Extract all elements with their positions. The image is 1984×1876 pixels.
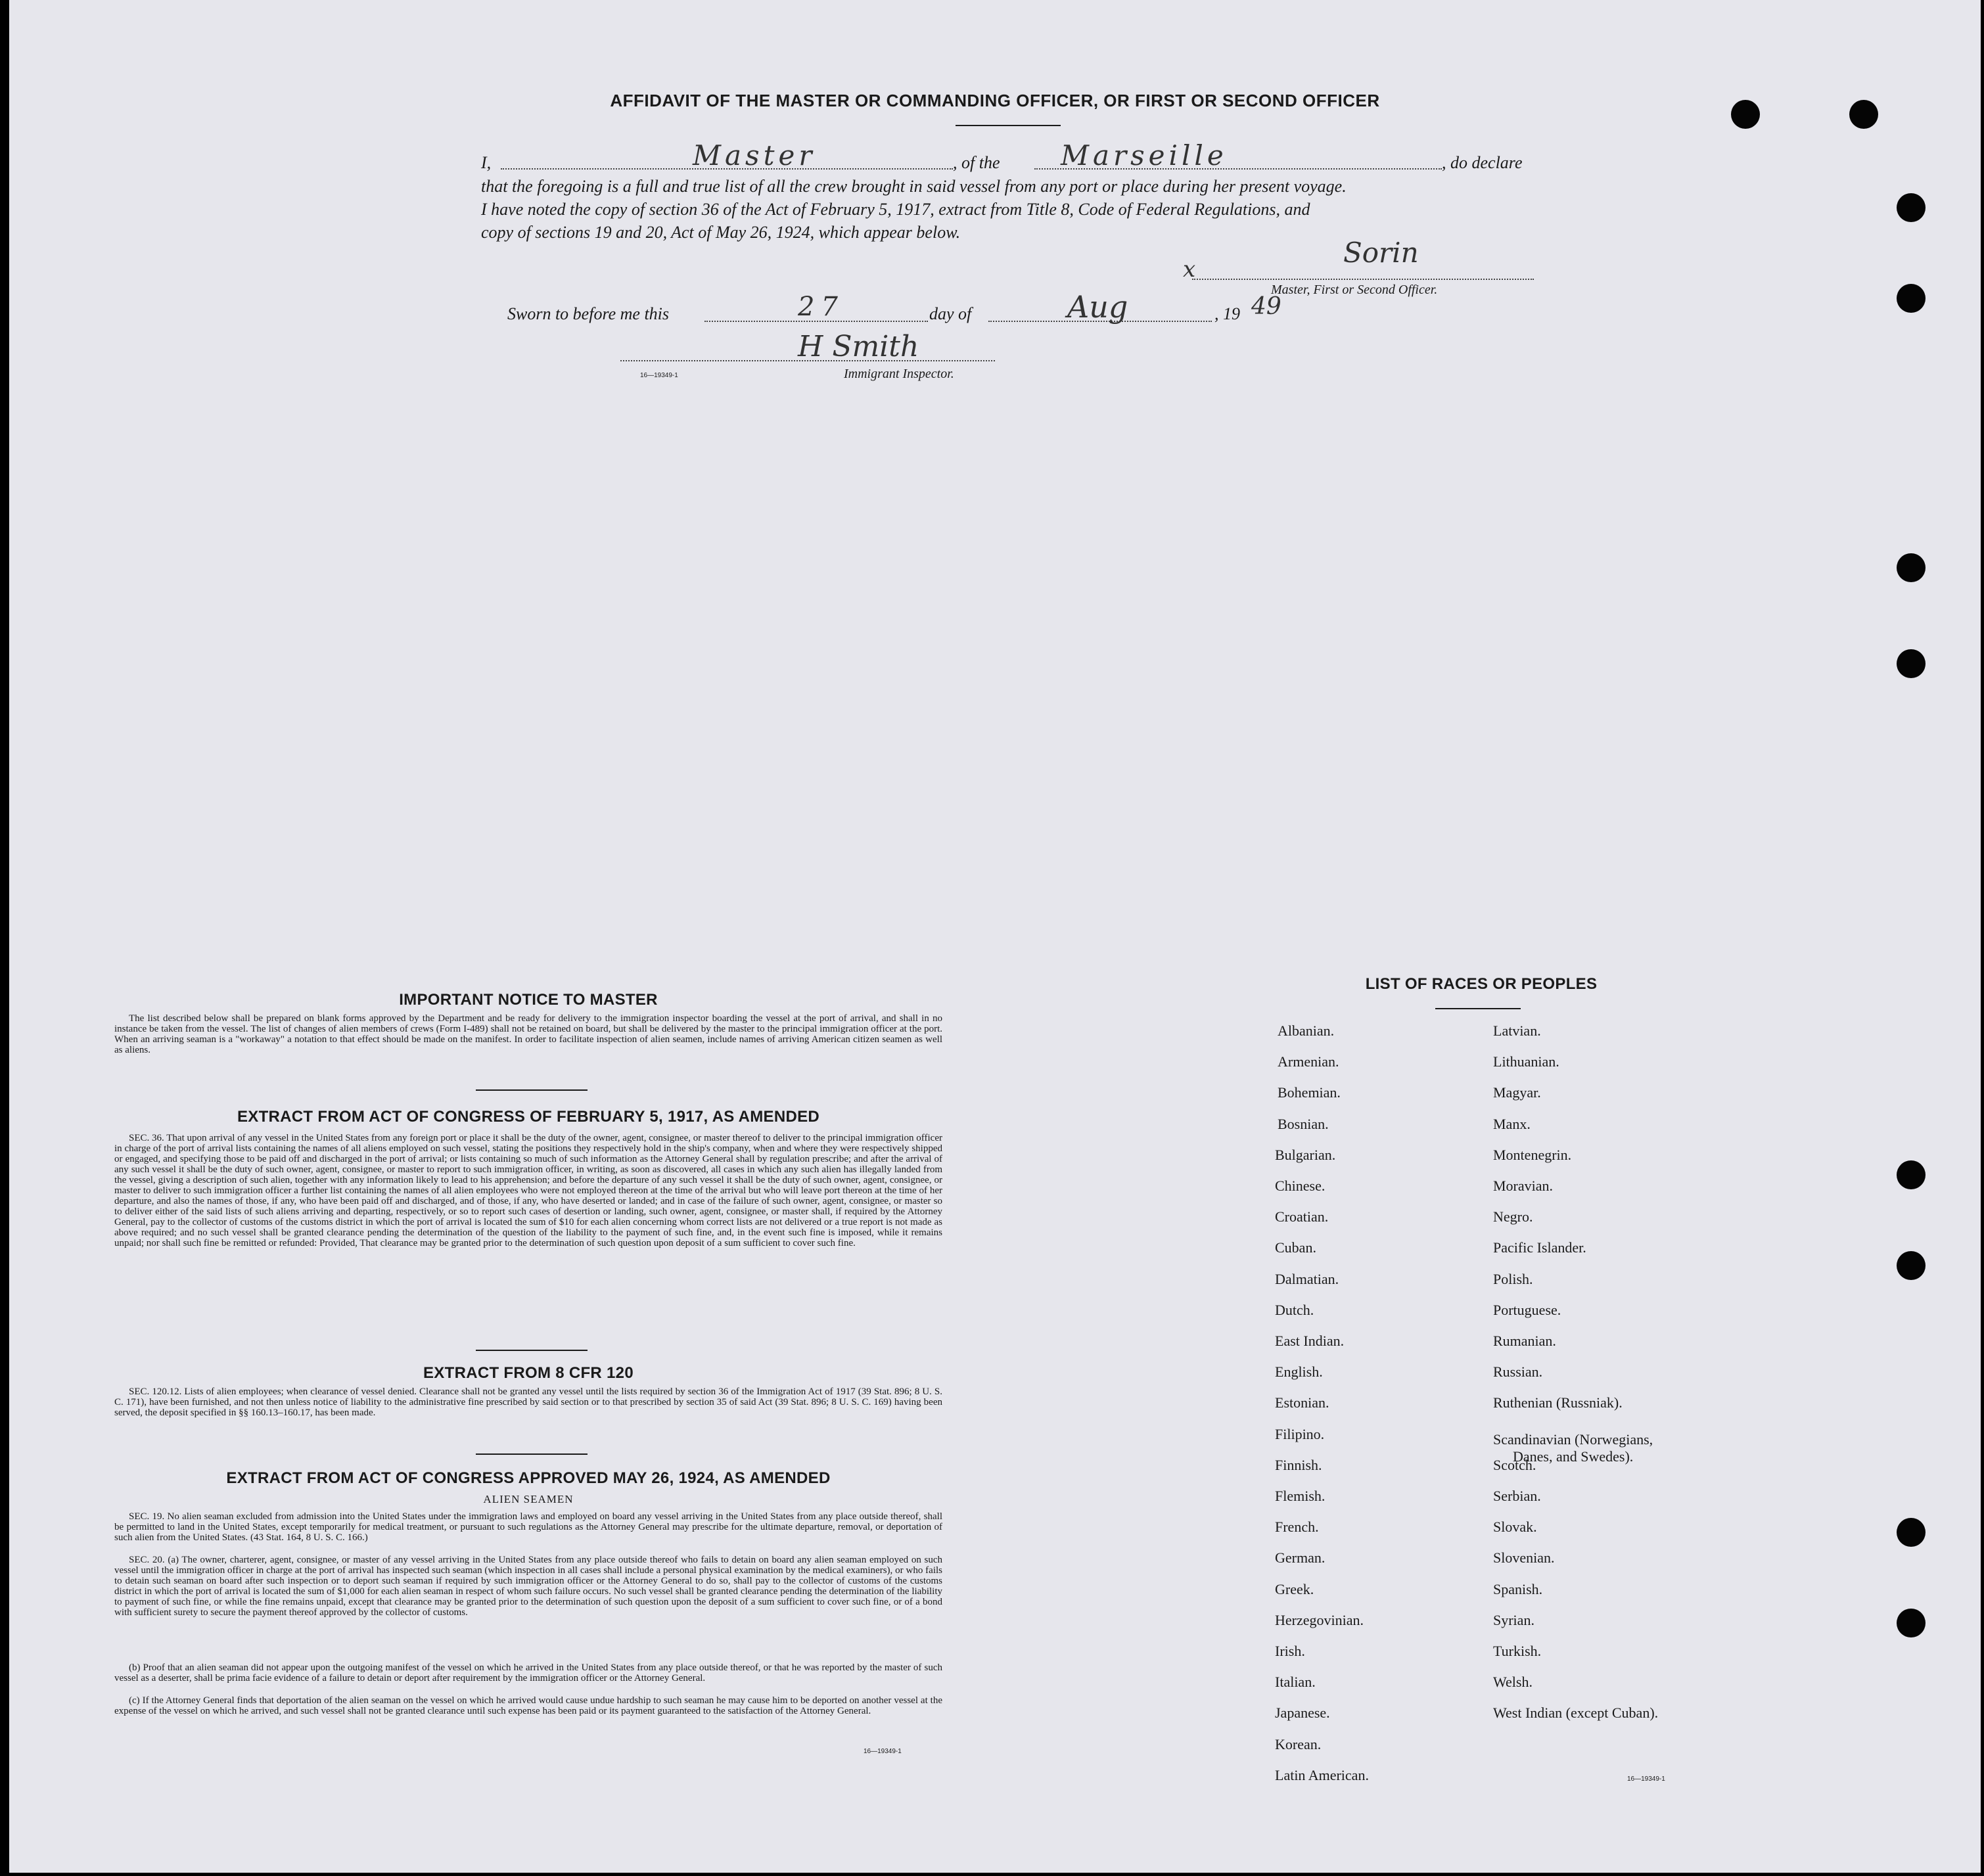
race-item: Lithuanian.	[1493, 1053, 1559, 1070]
affidavit-do-declare: , do declare	[1442, 153, 1523, 172]
race-item: Russian.	[1493, 1363, 1543, 1381]
master-signature[interactable]: Sorin	[1343, 237, 1419, 269]
punch-hole	[1897, 193, 1926, 222]
notice-title: IMPORTANT NOTICE TO MASTER	[399, 991, 658, 1009]
race-item: Flemish.	[1275, 1488, 1326, 1504]
document-page	[9, 0, 1981, 1873]
race-item: Polish.	[1493, 1270, 1533, 1287]
race-item: Manx.	[1493, 1115, 1531, 1132]
form-number: 16—19349-1	[640, 372, 678, 379]
race-item: Latin American.	[1275, 1766, 1369, 1783]
race-item: Filipino.	[1275, 1425, 1325, 1442]
sec-19-text: SEC. 19. No alien seaman excluded from admission into the United States under the immigration laws and employed on board any vessel arriving in the United States from any place outside thereof, shall be permitted to land in the United States, except temporarily for medical treatment, or pursuant to such regulations as the Attorney General may prescribe for the ultimate departure, removal, or deportation of such alien from the United States. (43 Stat. 164, 8 U. S. C. 166.)	[114, 1511, 942, 1543]
race-item: Chinese.	[1275, 1178, 1326, 1194]
sec-20a-text: SEC. 20. (a) The owner, charterer, agent, consignee, or master of any vessel arriving in the United States from any place outside thereof who fails to detain on board any alien seaman employed on such vessel until the immigration officer in charge at the port of arrival has inspected such seaman (which inspection in all cases shall include a personal physical examination by the medical examiners), or who fails to detain such seaman on board after such inspection or to deport such seaman if required by such immigration officer or the Attorney General to do so, shall pay to the collector of customs of the customs district in which the port of arrival is located the sum of $1,000 for each alien seaman in respect of whom such failure occurs. No such vessel shall be granted clearance pending the determination of the liability to payment of such fine, or while the fine remains unpaid, except that clearance may be granted prior to the determination of such question upon the deposit of a sum sufficient to cover such fine, or of a bond with sufficient surety to secure the payment thereof approved by the collector of customs.	[114, 1555, 942, 1618]
affidavit-i: I,	[481, 153, 492, 172]
race-item: French.	[1275, 1519, 1319, 1536]
race-item: Estonian.	[1275, 1394, 1329, 1411]
race-item: Turkish.	[1493, 1643, 1542, 1659]
punch-hole	[1897, 649, 1926, 678]
inspector-signature[interactable]: H Smith	[798, 330, 919, 363]
section-rule	[476, 1453, 588, 1455]
races-title: LIST OF RACES OR PEOPLES	[1365, 975, 1598, 993]
race-item: Montenegrin.	[1493, 1146, 1572, 1163]
race-item: Slovak.	[1493, 1519, 1537, 1536]
sec-20b-text: (b) Proof that an alien seaman did not appear upon the outgoing manifest of the vessel on which he arrived in the United States from any place outside thereof, or that he was reported by the master of such vessel as a deserter, shall be prima facie evidence of a failure to detain or deport after requirement by the immigration officer or the Attorney General.	[114, 1662, 942, 1683]
race-item: Greek.	[1275, 1580, 1314, 1597]
races-right-column	[1487, 1022, 1776, 1791]
title-rule	[956, 125, 1061, 126]
sworn-text: Sworn to before me this	[507, 304, 670, 323]
races-left-column	[1266, 1022, 1483, 1791]
section-rule	[476, 1350, 588, 1351]
race-item: Croatian.	[1275, 1208, 1329, 1225]
race-item: Herzegovinian.	[1275, 1611, 1364, 1628]
extract-1917-body: SEC. 36. That upon arrival of any vessel in the United States from any foreign port or place it shall be the duty of the owner, agent, consignee, or master thereof to deliver to the principal immigration officer in charge of the port of arrival lists containing the names of all aliens employed on such vessel, stating the positions they respectively hold in the ship's company, when and where they were respectively shipped or engaged, and specifying those to be paid off and discharged in the port of arrival; or lists containing so much of such information as the Attorney General shall by regulation prescribe; and after the arrival of any such vessel it shall be the duty of such owner, agent, consignee, or master to report to such immigration officer, in writing, as soon as discovered, all cases in which any such alien has illegally landed from the vessel, giving a description of such alien, together with any information likely to lead to his apprehension; and before the departure of any such vessel it shall be the duty of such owner, agent, consignee, or master to deliver to such immigration officer a further list containing the names of all alien employees who were not employed thereon at the time of the arrival but who will leave port thereon at the time of her departure, and also the names of those, if any, who have been paid off and discharged, and of those, if any, who have deserted or landed; and in case of the failure of such owner, agent, consignee, or master so to deliver either of the said lists of such aliens arriving and departing, respectively, or so to report such cases of desertion or landing, such owner, agent, consignee, or master shall, if required by the Attorney General, pay to the collector of customs of the customs district in which the port of arrival is located the sum of $10 for each alien concerning whom correct lists are not delivered or a true report is not made as above required; and no such vessel shall be granted clearance pending the determination of the question of the liability to the payment of such fine, and, in the event such fine is imposed, while it remains unpaid; nor shall such fine be remitted or refunded: Provided, That clearance may be granted prior to the determination of such question upon deposit of a sum sufficient to cover such fine.	[114, 1133, 942, 1248]
race-item: Armenian.	[1278, 1053, 1339, 1070]
race-item: Latvian.	[1493, 1022, 1541, 1039]
race-item: Scandinavian (Norwegians,	[1493, 1430, 1653, 1448]
race-item: Japanese.	[1275, 1704, 1330, 1722]
month-field[interactable]: Aug	[1067, 289, 1128, 325]
master-field[interactable]: Master	[693, 139, 816, 172]
race-item: Syrian.	[1493, 1611, 1534, 1628]
vessel-field[interactable]: Marseille	[1061, 139, 1228, 172]
race-item: Finnish.	[1275, 1456, 1322, 1473]
race-item: Bohemian.	[1278, 1084, 1341, 1101]
inspector-caption: Immigrant Inspector.	[844, 367, 954, 381]
race-item: Italian.	[1275, 1674, 1316, 1691]
race-item: Slovenian.	[1493, 1549, 1555, 1567]
race-item: Albanian.	[1278, 1022, 1335, 1039]
race-item: Scotch.	[1493, 1456, 1536, 1473]
affidavit-of-the: , of the	[953, 153, 1000, 172]
race-item: Dalmatian.	[1275, 1270, 1339, 1287]
punch-hole	[1897, 1609, 1926, 1637]
race-item: Moravian.	[1493, 1178, 1554, 1194]
form-number: 16—19349-1	[1627, 1775, 1665, 1783]
race-item: Korean.	[1275, 1735, 1322, 1752]
punch-hole	[1897, 1251, 1926, 1280]
sec-20c-text: (c) If the Attorney General finds that deportation of the alien seaman on the vessel on which he arrived would cause undue hardship to such seaman he may cause him to be deported on another vessel at the expense of the vessel on which he arrived, and such vessel shall not be granted clearance until such expense has been paid or its payment guaranteed to the satisfaction of the Attorney General.	[114, 1695, 942, 1716]
race-item: Portuguese.	[1493, 1301, 1561, 1318]
punch-hole	[1897, 1518, 1926, 1547]
race-item: Pacific Islander.	[1493, 1239, 1586, 1256]
notice-body: The list described below shall be prepared on blank forms approved by the Department and be ready for delivery to the immigration inspector boarding the vessel at the port of arrival, and shall in no instance be taken from the vessel. The list of changes of alien members of crews (Form I-489) shall not be retained on board, but shall be delivered by the master to the principal immigration officer at the port. When an arriving seaman is a "workaway" a notation to that effect should be made on the manifest. In order to facilitate inspection of alien seamen, include names of arriving American citizen seamen as well as aliens.	[114, 1013, 942, 1055]
year-field[interactable]: 49	[1251, 293, 1281, 320]
punch-hole	[1897, 553, 1926, 582]
race-item: Irish.	[1275, 1643, 1305, 1659]
race-item: West Indian (except Cuban).	[1493, 1704, 1659, 1722]
extract-1917-title: EXTRACT FROM ACT OF CONGRESS OF FEBRUARY 5, 1917, AS AMENDED	[237, 1108, 820, 1126]
races-rule	[1435, 1008, 1521, 1009]
race-item: English.	[1275, 1363, 1323, 1381]
affidavit-line-4: copy of sections 19 and 20, Act of May 26, 1924, which appear below.	[481, 223, 961, 242]
race-item: Bulgarian.	[1275, 1146, 1336, 1163]
race-item: Danes, and Swedes).	[1513, 1448, 1634, 1465]
extract-1924-title: EXTRACT FROM ACT OF CONGRESS APPROVED MAY 26, 1924, AS AMENDED	[226, 1469, 831, 1487]
form-number: 16—19349-1	[864, 1748, 902, 1755]
page-title: AFFIDAVIT OF THE MASTER OR COMMANDING OFFICER, OR FIRST OR SECOND OFFICER	[610, 91, 1380, 110]
race-item: Ruthenian (Russniak).	[1493, 1394, 1623, 1411]
race-item: Magyar.	[1493, 1084, 1541, 1101]
race-item: Welsh.	[1493, 1674, 1533, 1691]
race-item: Dutch.	[1275, 1301, 1314, 1318]
extract-cfr-title: EXTRACT FROM 8 CFR 120	[423, 1364, 634, 1382]
race-item: Rumanian.	[1493, 1333, 1556, 1349]
race-item: Bosnian.	[1278, 1115, 1329, 1132]
race-item: Serbian.	[1493, 1488, 1541, 1504]
inspector-line	[620, 360, 995, 361]
day-of-text: day of	[929, 304, 972, 323]
race-item: Spanish.	[1493, 1580, 1543, 1597]
race-item: Cuban.	[1275, 1239, 1316, 1256]
punch-hole	[1897, 1160, 1926, 1189]
signature-mark: x	[1183, 256, 1196, 283]
signature-caption: Master, First or Second Officer.	[1271, 283, 1438, 297]
race-item: German.	[1275, 1549, 1326, 1567]
punch-hole	[1897, 284, 1926, 313]
affidavit-line-3: I have noted the copy of section 36 of the Act of February 5, 1917, extract from Title 8, Code of Federal Regulations, and	[481, 200, 1310, 219]
day-field[interactable]: 27	[798, 292, 844, 322]
alien-seamen-subtitle: ALIEN SEAMEN	[483, 1493, 574, 1505]
affidavit-line-2: that the foregoing is a full and true list of all the crew brought in said vessel from any port or place during her present voyage.	[481, 177, 1347, 196]
section-rule	[476, 1089, 588, 1091]
year-prefix: , 19	[1214, 304, 1240, 323]
race-item: East Indian.	[1275, 1333, 1345, 1349]
race-item: Negro.	[1493, 1208, 1533, 1225]
extract-cfr-body: SEC. 120.12. Lists of alien employees; when clearance of vessel denied. Clearance shall not be granted any vessel until the lists required by section 36 of the Immigration Act of 1917 (39 Stat. 896; 8 U. S. C. 171), have been furnished, and not then unless notice of liability to the administrative fine prescribed by said section or to that prescribed by section 35 of said Act (39 Stat. 896; 8 U. S. C. 169) having been served, the deposit specified in §§ 160.13–160.17, has been made.	[114, 1386, 942, 1418]
